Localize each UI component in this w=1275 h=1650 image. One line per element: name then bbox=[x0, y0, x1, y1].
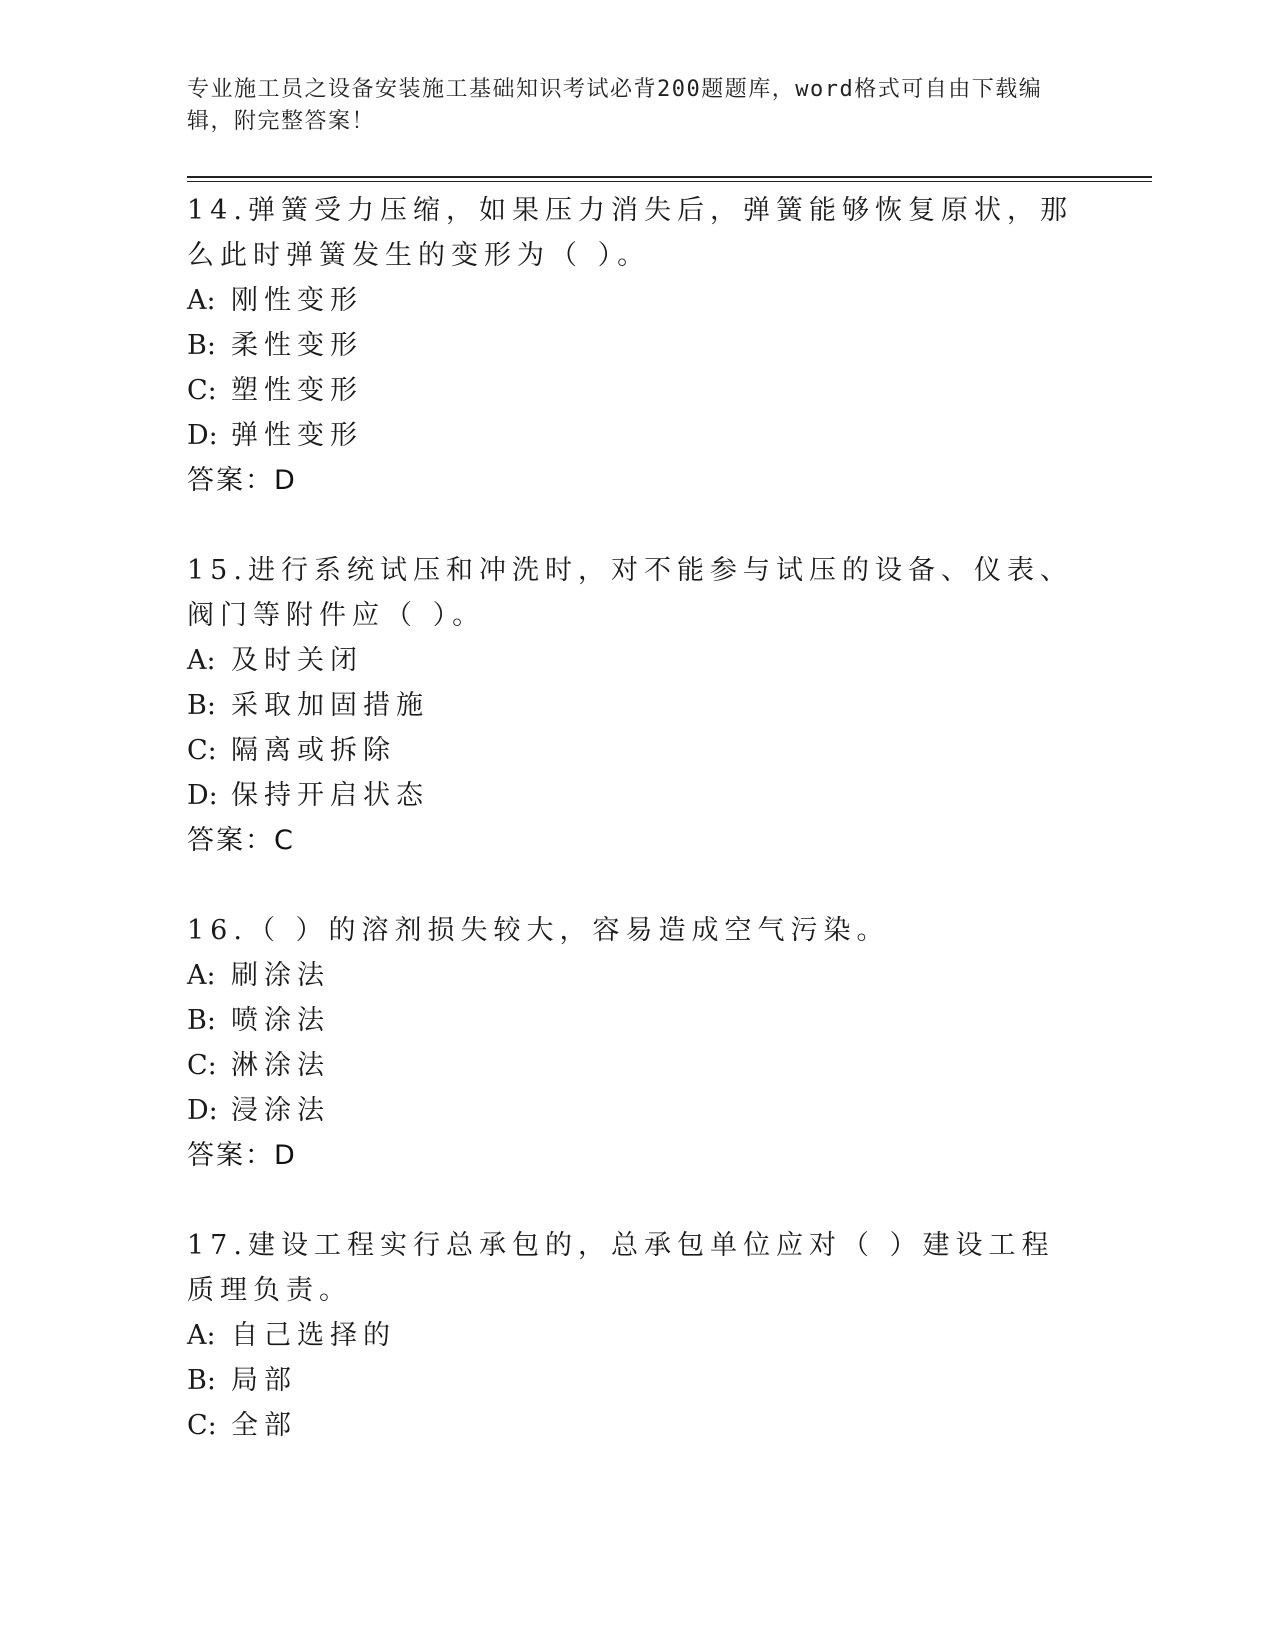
option-letter: A: bbox=[187, 1320, 216, 1351]
option-letter: D: bbox=[187, 1095, 218, 1126]
answer-line: 答案：D bbox=[187, 465, 297, 496]
question-16 bbox=[187, 908, 1087, 1178]
question-14 bbox=[187, 188, 1087, 503]
question-17 bbox=[187, 1223, 1087, 1448]
option-a bbox=[187, 1313, 1087, 1358]
question-spacer bbox=[187, 1178, 1087, 1223]
option-d bbox=[187, 1088, 1087, 1133]
option-letter: B: bbox=[187, 690, 216, 721]
option-letter: B: bbox=[187, 1005, 216, 1036]
option-text: 全部 bbox=[231, 1410, 297, 1441]
option-letter: A: bbox=[187, 960, 216, 991]
option-letter: B: bbox=[187, 330, 216, 361]
option-text: 浸涂法 bbox=[231, 1095, 330, 1126]
option-text: 喷涂法 bbox=[231, 1005, 330, 1036]
question-spacer bbox=[187, 503, 1087, 548]
option-letter: D: bbox=[187, 780, 218, 811]
question-list bbox=[187, 188, 1087, 1448]
header-divider-thin bbox=[187, 181, 1152, 182]
option-text: 自己选择的 bbox=[231, 1320, 396, 1351]
option-letter: C: bbox=[187, 1050, 217, 1081]
option-text: 淋涂法 bbox=[231, 1050, 330, 1081]
option-text: 及时关闭 bbox=[231, 645, 363, 676]
option-c bbox=[187, 368, 1087, 413]
option-letter: C: bbox=[187, 1410, 217, 1441]
option-a bbox=[187, 278, 1087, 323]
option-a bbox=[187, 953, 1087, 998]
question-spacer bbox=[187, 863, 1087, 908]
option-d bbox=[187, 773, 1087, 818]
option-text: 采取加固措施 bbox=[231, 690, 429, 721]
question-stem: 15.进行系统试压和冲洗时，对不能参与试压的设备、仪表、阀门等附件应（ ）。 bbox=[187, 555, 1073, 631]
option-letter: A: bbox=[187, 645, 216, 676]
option-d bbox=[187, 413, 1087, 458]
option-letter: D: bbox=[187, 420, 218, 451]
question-stem: 14.弹簧受力压缩，如果压力消失后，弹簧能够恢复原状，那么此时弹簧发生的变形为（ ）。 bbox=[187, 195, 1073, 271]
option-c bbox=[187, 1403, 1087, 1448]
option-letter: A: bbox=[187, 285, 216, 316]
answer-line: 答案：C bbox=[187, 825, 295, 856]
option-text: 刷涂法 bbox=[231, 960, 330, 991]
option-text: 塑性变形 bbox=[231, 375, 363, 406]
option-letter: C: bbox=[187, 735, 217, 766]
option-c bbox=[187, 1043, 1087, 1088]
answer-line: 答案：D bbox=[187, 1140, 297, 1171]
document-header: 专业施工员之设备安装施工基础知识考试必背200题题库，word格式可自由下载编辑，附完整答案！ bbox=[187, 77, 1043, 134]
option-c bbox=[187, 728, 1087, 773]
header-divider-thick bbox=[187, 176, 1152, 178]
question-stem: 17.建设工程实行总承包的，总承包单位应对（ ）建设工程质理负责。 bbox=[187, 1230, 1055, 1306]
option-text: 弹性变形 bbox=[231, 420, 363, 451]
option-b bbox=[187, 998, 1087, 1043]
option-text: 刚性变形 bbox=[231, 285, 363, 316]
question-15 bbox=[187, 548, 1087, 863]
question-stem: 16.（ ）的溶剂损失较大，容易造成空气污染。 bbox=[187, 915, 890, 946]
option-text: 柔性变形 bbox=[231, 330, 363, 361]
option-text: 隔离或拆除 bbox=[231, 735, 396, 766]
option-letter: C: bbox=[187, 375, 217, 406]
option-b bbox=[187, 683, 1087, 728]
option-letter: B: bbox=[187, 1365, 216, 1396]
option-b bbox=[187, 1358, 1087, 1403]
option-text: 保持开启状态 bbox=[231, 780, 429, 811]
option-b bbox=[187, 323, 1087, 368]
option-a bbox=[187, 638, 1087, 683]
option-text: 局部 bbox=[231, 1365, 297, 1396]
